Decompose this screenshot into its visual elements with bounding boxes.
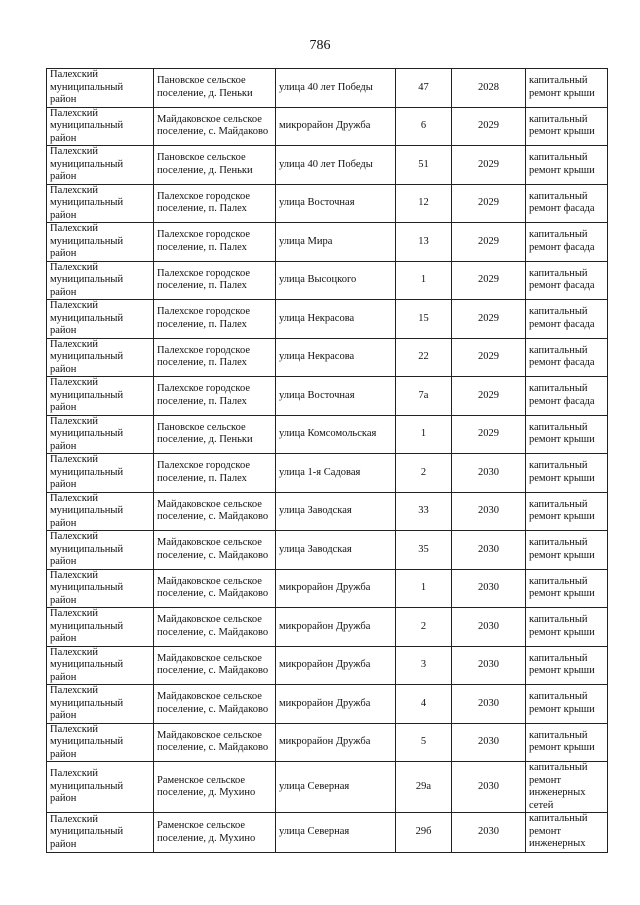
year-cell: 2030 [452,723,526,762]
street-cell: микрорайон Дружба [276,569,396,608]
work-type-cell: капитальный ремонт крыши [526,415,608,454]
settlement-cell: Палехское городское поселение, п. Палех [154,300,276,339]
work-type-cell: капитальный ремонт инженерных сетей [526,762,608,813]
street-cell: улица 40 лет Победы [276,69,396,108]
settlement-cell: Палехское городское поселение, п. Палех [154,184,276,223]
work-type-cell: капитальный ремонт фасада [526,261,608,300]
district-cell: Палехский муниципальный район [47,813,154,853]
settlement-cell: Палехское городское поселение, п. Палех [154,338,276,377]
street-cell: улица Заводская [276,531,396,570]
street-cell: улица Некрасова [276,338,396,377]
table-row [47,608,608,647]
table-row [47,492,608,531]
year-cell: 2029 [452,377,526,416]
work-type-cell: капитальный ремонт крыши [526,454,608,493]
repair-schedule-table [46,68,608,853]
work-type-cell: капитальный ремонт инженерных [526,813,608,853]
street-cell: улица Восточная [276,377,396,416]
year-cell: 2029 [452,146,526,185]
street-cell: улица Северная [276,762,396,813]
year-cell: 2029 [452,261,526,300]
street-cell: улица Мира [276,223,396,262]
street-cell: микрорайон Дружба [276,608,396,647]
work-type-cell: капитальный ремонт крыши [526,531,608,570]
table-row [47,454,608,493]
work-type-cell: капитальный ремонт фасада [526,300,608,339]
house-number-cell: 29б [396,813,452,853]
house-number-cell: 47 [396,69,452,108]
year-cell: 2030 [452,531,526,570]
house-number-cell: 6 [396,107,452,146]
work-type-cell: капитальный ремонт крыши [526,569,608,608]
year-cell: 2029 [452,415,526,454]
year-cell: 2030 [452,762,526,813]
year-cell: 2028 [452,69,526,108]
house-number-cell: 33 [396,492,452,531]
house-number-cell: 4 [396,685,452,724]
table-row [47,531,608,570]
work-type-cell: капитальный ремонт крыши [526,685,608,724]
table-row [47,146,608,185]
district-cell: Палехский муниципальный район [47,685,154,724]
settlement-cell: Майдаковское сельское поселение, с. Майдаково [154,685,276,724]
district-cell: Палехский муниципальный район [47,223,154,262]
house-number-cell: 35 [396,531,452,570]
work-type-cell: капитальный ремонт фасада [526,377,608,416]
year-cell: 2029 [452,107,526,146]
street-cell: микрорайон Дружба [276,107,396,146]
settlement-cell: Палехское городское поселение, п. Палех [154,223,276,262]
district-cell: Палехский муниципальный район [47,377,154,416]
street-cell: микрорайон Дружба [276,723,396,762]
table-row [47,646,608,685]
table-row [47,377,608,416]
work-type-cell: капитальный ремонт фасада [526,338,608,377]
settlement-cell: Палехское городское поселение, п. Палех [154,377,276,416]
street-cell: улица Заводская [276,492,396,531]
table-row [47,813,608,853]
table-row [47,223,608,262]
street-cell: улица 1-я Садовая [276,454,396,493]
page-number: 786 [309,38,331,53]
district-cell: Палехский муниципальный район [47,646,154,685]
year-cell: 2030 [452,685,526,724]
district-cell: Палехский муниципальный район [47,300,154,339]
settlement-cell: Майдаковское сельское поселение, с. Майдаково [154,723,276,762]
settlement-cell: Раменское сельское поселение, д. Мухино [154,762,276,813]
year-cell: 2029 [452,223,526,262]
house-number-cell: 51 [396,146,452,185]
settlement-cell: Пановское сельское поселение, д. Пеньки [154,415,276,454]
house-number-cell: 12 [396,184,452,223]
district-cell: Палехский муниципальный район [47,69,154,108]
district-cell: Палехский муниципальный район [47,107,154,146]
district-cell: Палехский муниципальный район [47,454,154,493]
year-cell: 2030 [452,608,526,647]
house-number-cell: 15 [396,300,452,339]
table-row [47,685,608,724]
year-cell: 2030 [452,813,526,853]
year-cell: 2030 [452,569,526,608]
district-cell: Палехский муниципальный район [47,415,154,454]
district-cell: Палехский муниципальный район [47,762,154,813]
year-cell: 2029 [452,338,526,377]
table-row [47,338,608,377]
year-cell: 2029 [452,184,526,223]
district-cell: Палехский муниципальный район [47,608,154,647]
settlement-cell: Майдаковское сельское поселение, с. Майдаково [154,608,276,647]
table-row [47,723,608,762]
district-cell: Палехский муниципальный район [47,184,154,223]
street-cell: улица Высоцкого [276,261,396,300]
street-cell: улица 40 лет Победы [276,146,396,185]
work-type-cell: капитальный ремонт крыши [526,146,608,185]
settlement-cell: Раменское сельское поселение, д. Мухино [154,813,276,853]
table-row [47,569,608,608]
settlement-cell: Пановское сельское поселение, д. Пеньки [154,69,276,108]
street-cell: микрорайон Дружба [276,646,396,685]
house-number-cell: 2 [396,608,452,647]
street-cell: улица Северная [276,813,396,853]
house-number-cell: 13 [396,223,452,262]
house-number-cell: 5 [396,723,452,762]
house-number-cell: 7а [396,377,452,416]
table-row [47,300,608,339]
house-number-cell: 3 [396,646,452,685]
work-type-cell: капитальный ремонт крыши [526,69,608,108]
street-cell: улица Комсомольская [276,415,396,454]
district-cell: Палехский муниципальный район [47,261,154,300]
table-row [47,69,608,108]
work-type-cell: капитальный ремонт крыши [526,492,608,531]
district-cell: Палехский муниципальный район [47,146,154,185]
year-cell: 2030 [452,492,526,531]
settlement-cell: Майдаковское сельское поселение, с. Майдаково [154,531,276,570]
table-row [47,762,608,813]
district-cell: Палехский муниципальный район [47,569,154,608]
settlement-cell: Палехское городское поселение, п. Палех [154,454,276,493]
work-type-cell: капитальный ремонт фасада [526,184,608,223]
year-cell: 2030 [452,454,526,493]
table-body [47,69,608,853]
work-type-cell: капитальный ремонт крыши [526,107,608,146]
year-cell: 2030 [452,646,526,685]
table-row [47,184,608,223]
settlement-cell: Майдаковское сельское поселение, с. Майдаково [154,569,276,608]
house-number-cell: 2 [396,454,452,493]
house-number-cell: 29а [396,762,452,813]
house-number-cell: 1 [396,569,452,608]
settlement-cell: Палехское городское поселение, п. Палех [154,261,276,300]
work-type-cell: капитальный ремонт фасада [526,223,608,262]
table-row [47,415,608,454]
house-number-cell: 1 [396,415,452,454]
settlement-cell: Майдаковское сельское поселение, с. Майдаково [154,646,276,685]
district-cell: Палехский муниципальный район [47,723,154,762]
settlement-cell: Пановское сельское поселение, д. Пеньки [154,146,276,185]
work-type-cell: капитальный ремонт крыши [526,723,608,762]
table-row [47,261,608,300]
house-number-cell: 1 [396,261,452,300]
work-type-cell: капитальный ремонт крыши [526,608,608,647]
street-cell: улица Некрасова [276,300,396,339]
street-cell: микрорайон Дружба [276,685,396,724]
settlement-cell: Майдаковское сельское поселение, с. Майдаково [154,492,276,531]
work-type-cell: капитальный ремонт крыши [526,646,608,685]
district-cell: Палехский муниципальный район [47,338,154,377]
year-cell: 2029 [452,300,526,339]
district-cell: Палехский муниципальный район [47,531,154,570]
district-cell: Палехский муниципальный район [47,492,154,531]
street-cell: улица Восточная [276,184,396,223]
house-number-cell: 22 [396,338,452,377]
settlement-cell: Майдаковское сельское поселение, с. Майдаково [154,107,276,146]
table-row [47,107,608,146]
